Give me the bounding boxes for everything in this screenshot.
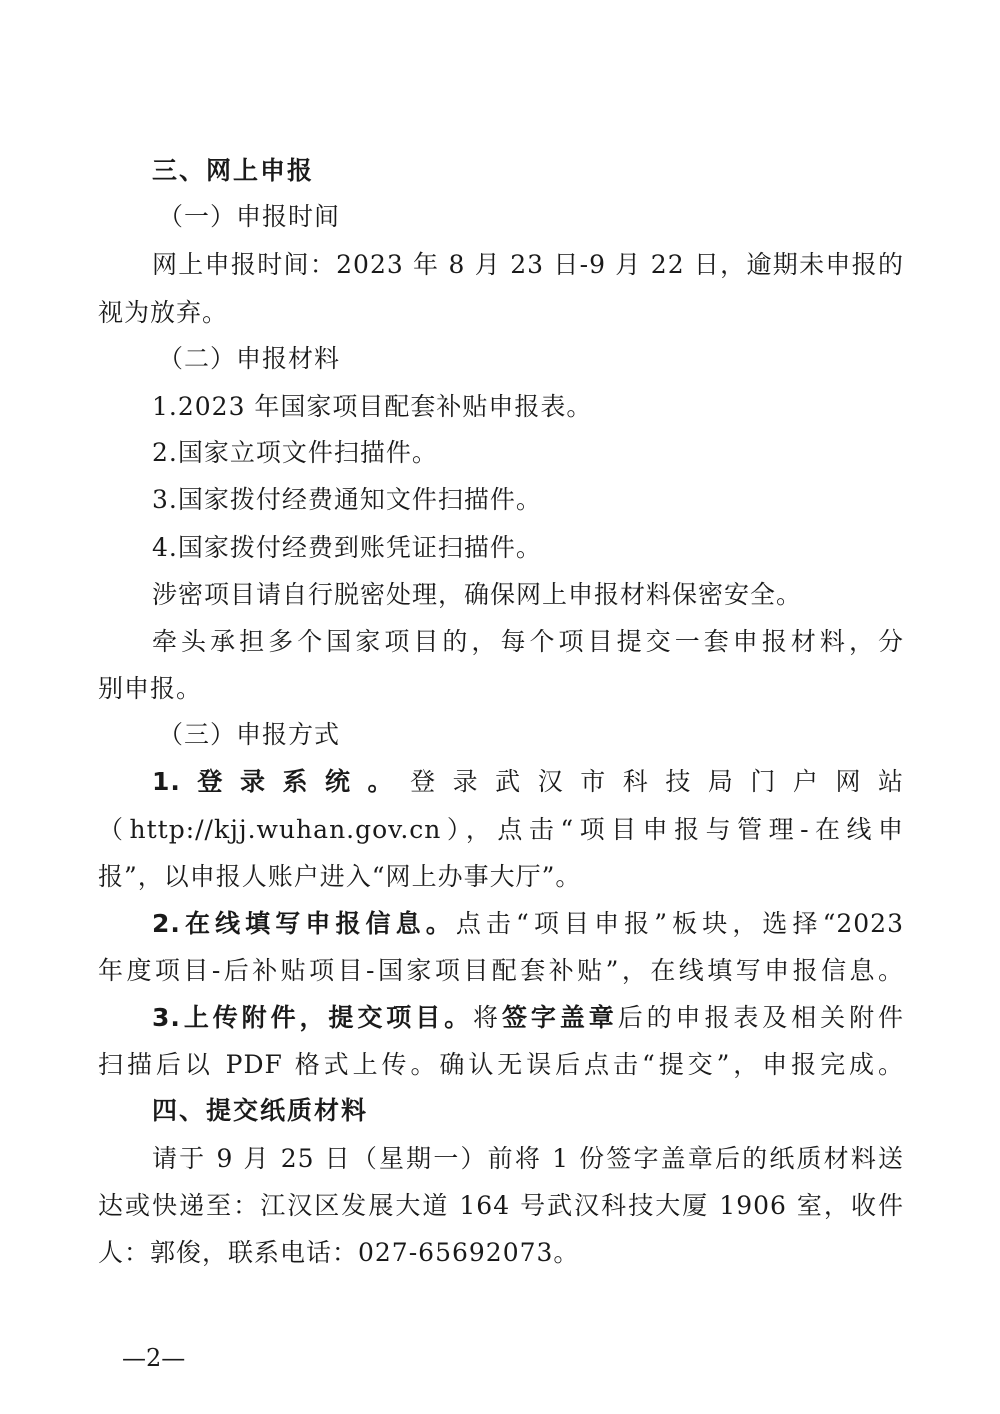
material-item-4: 4.国家拨付经费到账凭证扫描件。 — [152, 533, 542, 562]
confidential-note: 涉密项目请自行脱密处理，确保网上申报材料保密安全。 — [152, 580, 803, 609]
paper-materials-line-3: 人：郭俊，联系电话：027-65692073。 — [98, 1238, 580, 1267]
subheading-materials: （二）申报材料 — [158, 344, 341, 373]
step-2-line-2: 年度项目-后补贴项目-国家项目配套补贴”，在线填写申报信息。 — [98, 956, 904, 985]
step-1-line-2: （http://kjj.wuhan.gov.cn），点击“项目申报与管理-在线申 — [98, 815, 904, 844]
submission-time-line-2: 视为放弃。 — [98, 298, 229, 327]
step-3-text-a: 将 — [473, 1003, 502, 1032]
section-3-heading: 三、网上申报 — [152, 156, 315, 185]
step-1-line-1 — [152, 759, 904, 805]
step-3-line-1 — [152, 995, 904, 1041]
section-4-heading: 四、提交纸质材料 — [152, 1096, 369, 1125]
paper-materials-line-2: 达或快递至：江汉区发展大道 164 号武汉科技大厦 1906 室，收件 — [98, 1191, 904, 1220]
material-item-1: 1.2023 年国家项目配套补贴申报表。 — [152, 392, 593, 421]
material-item-3: 3.国家拨付经费通知文件扫描件。 — [152, 485, 542, 514]
material-item-2: 2.国家立项文件扫描件。 — [152, 438, 438, 467]
paper-materials-line-1: 请于 9 月 25 日（星期一）前将 1 份签字盖章后的纸质材料送 — [152, 1144, 904, 1173]
subheading-method: （三）申报方式 — [158, 720, 341, 749]
step-3-title: 3.上传附件，提交项目。 — [152, 1003, 474, 1032]
submission-time-line-1: 网上申报时间：2023 年 8 月 23 日-9 月 22 日，逾期未申报的 — [152, 250, 904, 279]
step-2-title: 2.在线填写申报信息。 — [152, 909, 456, 938]
step-1-text: 登录武汉市科技局门户网站 — [410, 767, 904, 796]
step-1-title: 1.登录系统。 — [152, 767, 411, 796]
step-2-text: 点击“项目申报”板块，选择“2023 — [455, 909, 904, 938]
step-3-text-bold: 签字盖章 — [501, 1003, 618, 1032]
multiple-projects-note-line-2: 别申报。 — [98, 674, 203, 703]
multiple-projects-note-line-1: 牵头承担多个国家项目的，每个项目提交一套申报材料，分 — [152, 627, 904, 656]
step-1-line-3: 报”，以申报人账户进入“网上办事大厅”。 — [98, 862, 582, 891]
step-2-line-1 — [152, 901, 904, 947]
page-number: —2— — [122, 1344, 186, 1372]
step-3-text-b: 后的申报表及相关附件 — [617, 1003, 904, 1032]
step-3-line-2: 扫描后以 PDF 格式上传。确认无误后点击“提交”，申报完成。 — [98, 1050, 904, 1079]
subheading-submission-time: （一）申报时间 — [158, 202, 341, 231]
